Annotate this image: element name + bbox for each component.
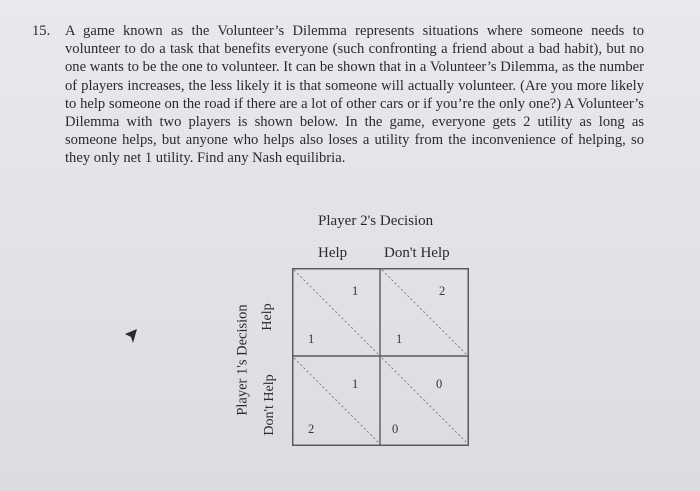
- cell-help-help-p1-payoff: 1: [308, 332, 315, 346]
- problem-statement: [32, 22, 644, 168]
- cell-help-donthelp-p1-payoff: 1: [396, 332, 403, 346]
- payoff-matrix: [292, 268, 469, 446]
- player1-title: Player 1's Decision: [234, 304, 251, 416]
- column-header-help: Help: [318, 245, 348, 261]
- player2-title: Player 2's Decision: [318, 213, 434, 229]
- cell-help-help-p2-payoff: 1: [352, 284, 359, 298]
- cell-donthelp-donthelp-p2-payoff: 0: [436, 377, 443, 391]
- problem-number: 15.: [32, 23, 51, 39]
- row-header-dont-help: Don't Help: [262, 374, 277, 436]
- column-header-dont-help: Don't Help: [384, 245, 450, 261]
- cell-help-donthelp-p2-payoff: 2: [439, 284, 446, 298]
- row-header-help: Help: [260, 303, 275, 331]
- cell-donthelp-donthelp-p1-payoff: 0: [392, 422, 399, 436]
- cursor-arrow-icon: [124, 329, 140, 345]
- cell-donthelp-help-p2-payoff: 1: [352, 377, 359, 391]
- problem-text: A game known as the Volunteer’s Dilemma represents situations where someone needs to volunteer to do a task that benefits everyone (such confronting a friend about a bad habit), but no one wants to be the one to volunteer. It can be shown that in a Volunteer’s Dilemma, as the number of players increases, the less likely it is that someone will actually volunteer. (Are you more likely to help someone on the road if there are a lot of other cars or if you’re the only one?) A Volunteer’s Dilemma with two players is shown below. In the game, everyone gets 2 utility as long as someone helps, but anyone who helps also loses a utility from the inconvenience of helping, so they only net 1 utility. Find any Nash equilibria.: [65, 23, 644, 167]
- cell-donthelp-help-p1-payoff: 2: [308, 422, 315, 436]
